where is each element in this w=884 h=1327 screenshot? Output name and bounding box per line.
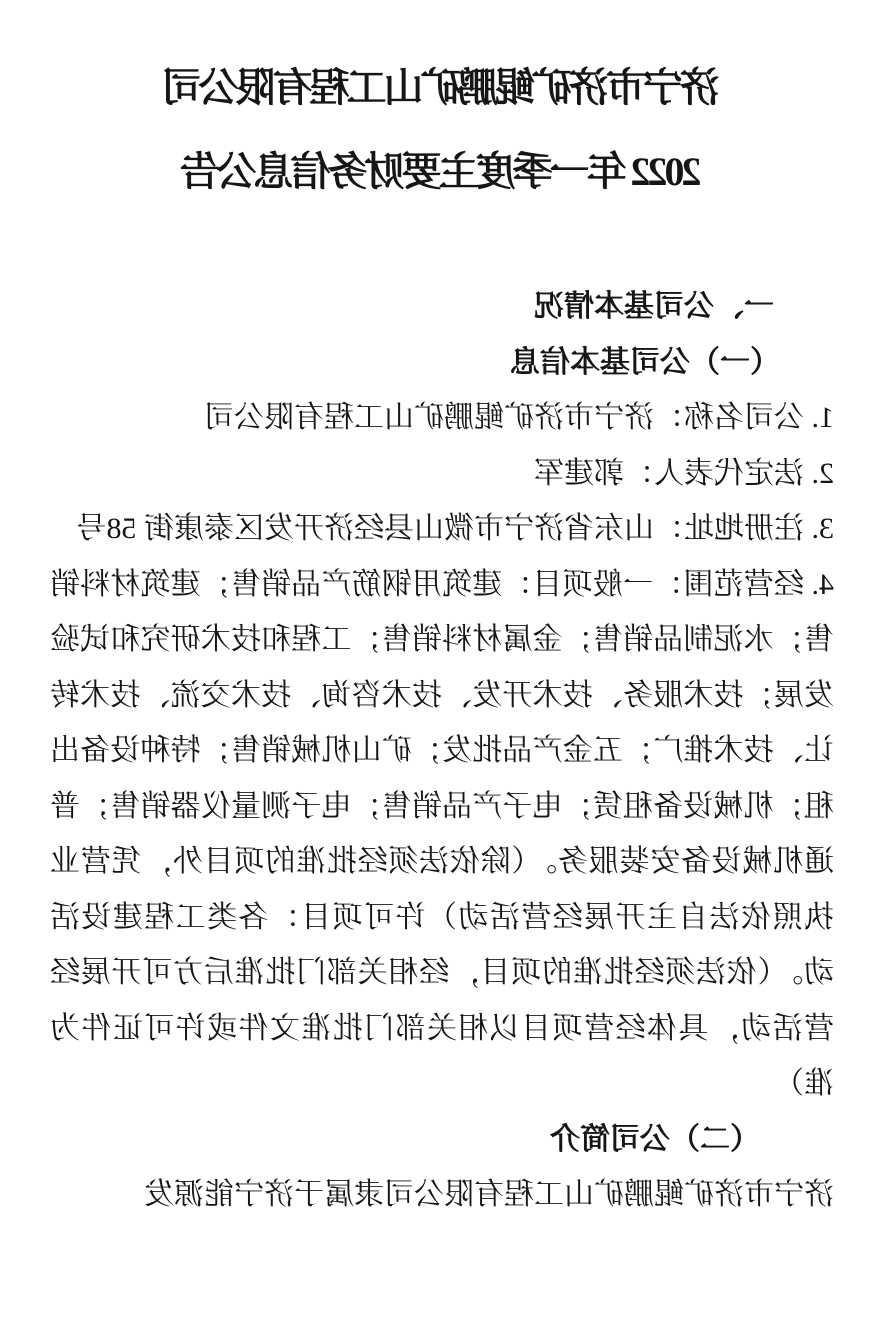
item-business-scope: 4. 经营范围：一般项目：建筑用钢筋产品销售；建筑材料销售；水泥制品销售；金属材料销售；工程和技术研究和试验发展；技术服务、技术开发、技术咨询、技术交流、技术转让、技术推广；五金产品批发；矿山机械销售；特种设备出租；机械设备租赁；电子产品销售；电子测量仪器销售；普通机械设备安装服务。（除依法须经批准的项目外，凭营业执照依法自主开展经营活动）许可项目：各类工程建设活动。（依法须经批准的项目，经相关部门批准后方可开展经营活动，具体经营项目以相关部门批准文件或许可证件为准）	[50, 567, 834, 1100]
document-title-company-name: 济宁市济矿鲲鹏矿山工程有限公司	[164, 65, 720, 110]
item-company-name: 1. 公司名称：济宁市济矿鲲鹏矿山工程有限公司	[204, 401, 834, 434]
document-title-report-name: 2022 年一季度主要财务信息公告	[182, 149, 702, 194]
company-profile-paragraph: 济宁市济矿鲲鹏矿山工程有限公司隶属于济宁能源发	[144, 1178, 834, 1211]
item-legal-representative: 2. 法定代表人：郭建军	[534, 456, 834, 490]
document-body	[50, 279, 834, 1223]
item-registered-address: 3. 注册地址：山东省济宁市微山县经济开发区泰康街 58号	[76, 512, 834, 545]
subsection-heading-company-profile: （二）公司简介	[550, 1122, 760, 1156]
document-title-block	[0, 0, 884, 214]
section-heading-basic-situation: 一、公司基本情况	[534, 290, 774, 323]
subsection-heading-basic-info: （一）公司基本信息	[510, 345, 780, 379]
